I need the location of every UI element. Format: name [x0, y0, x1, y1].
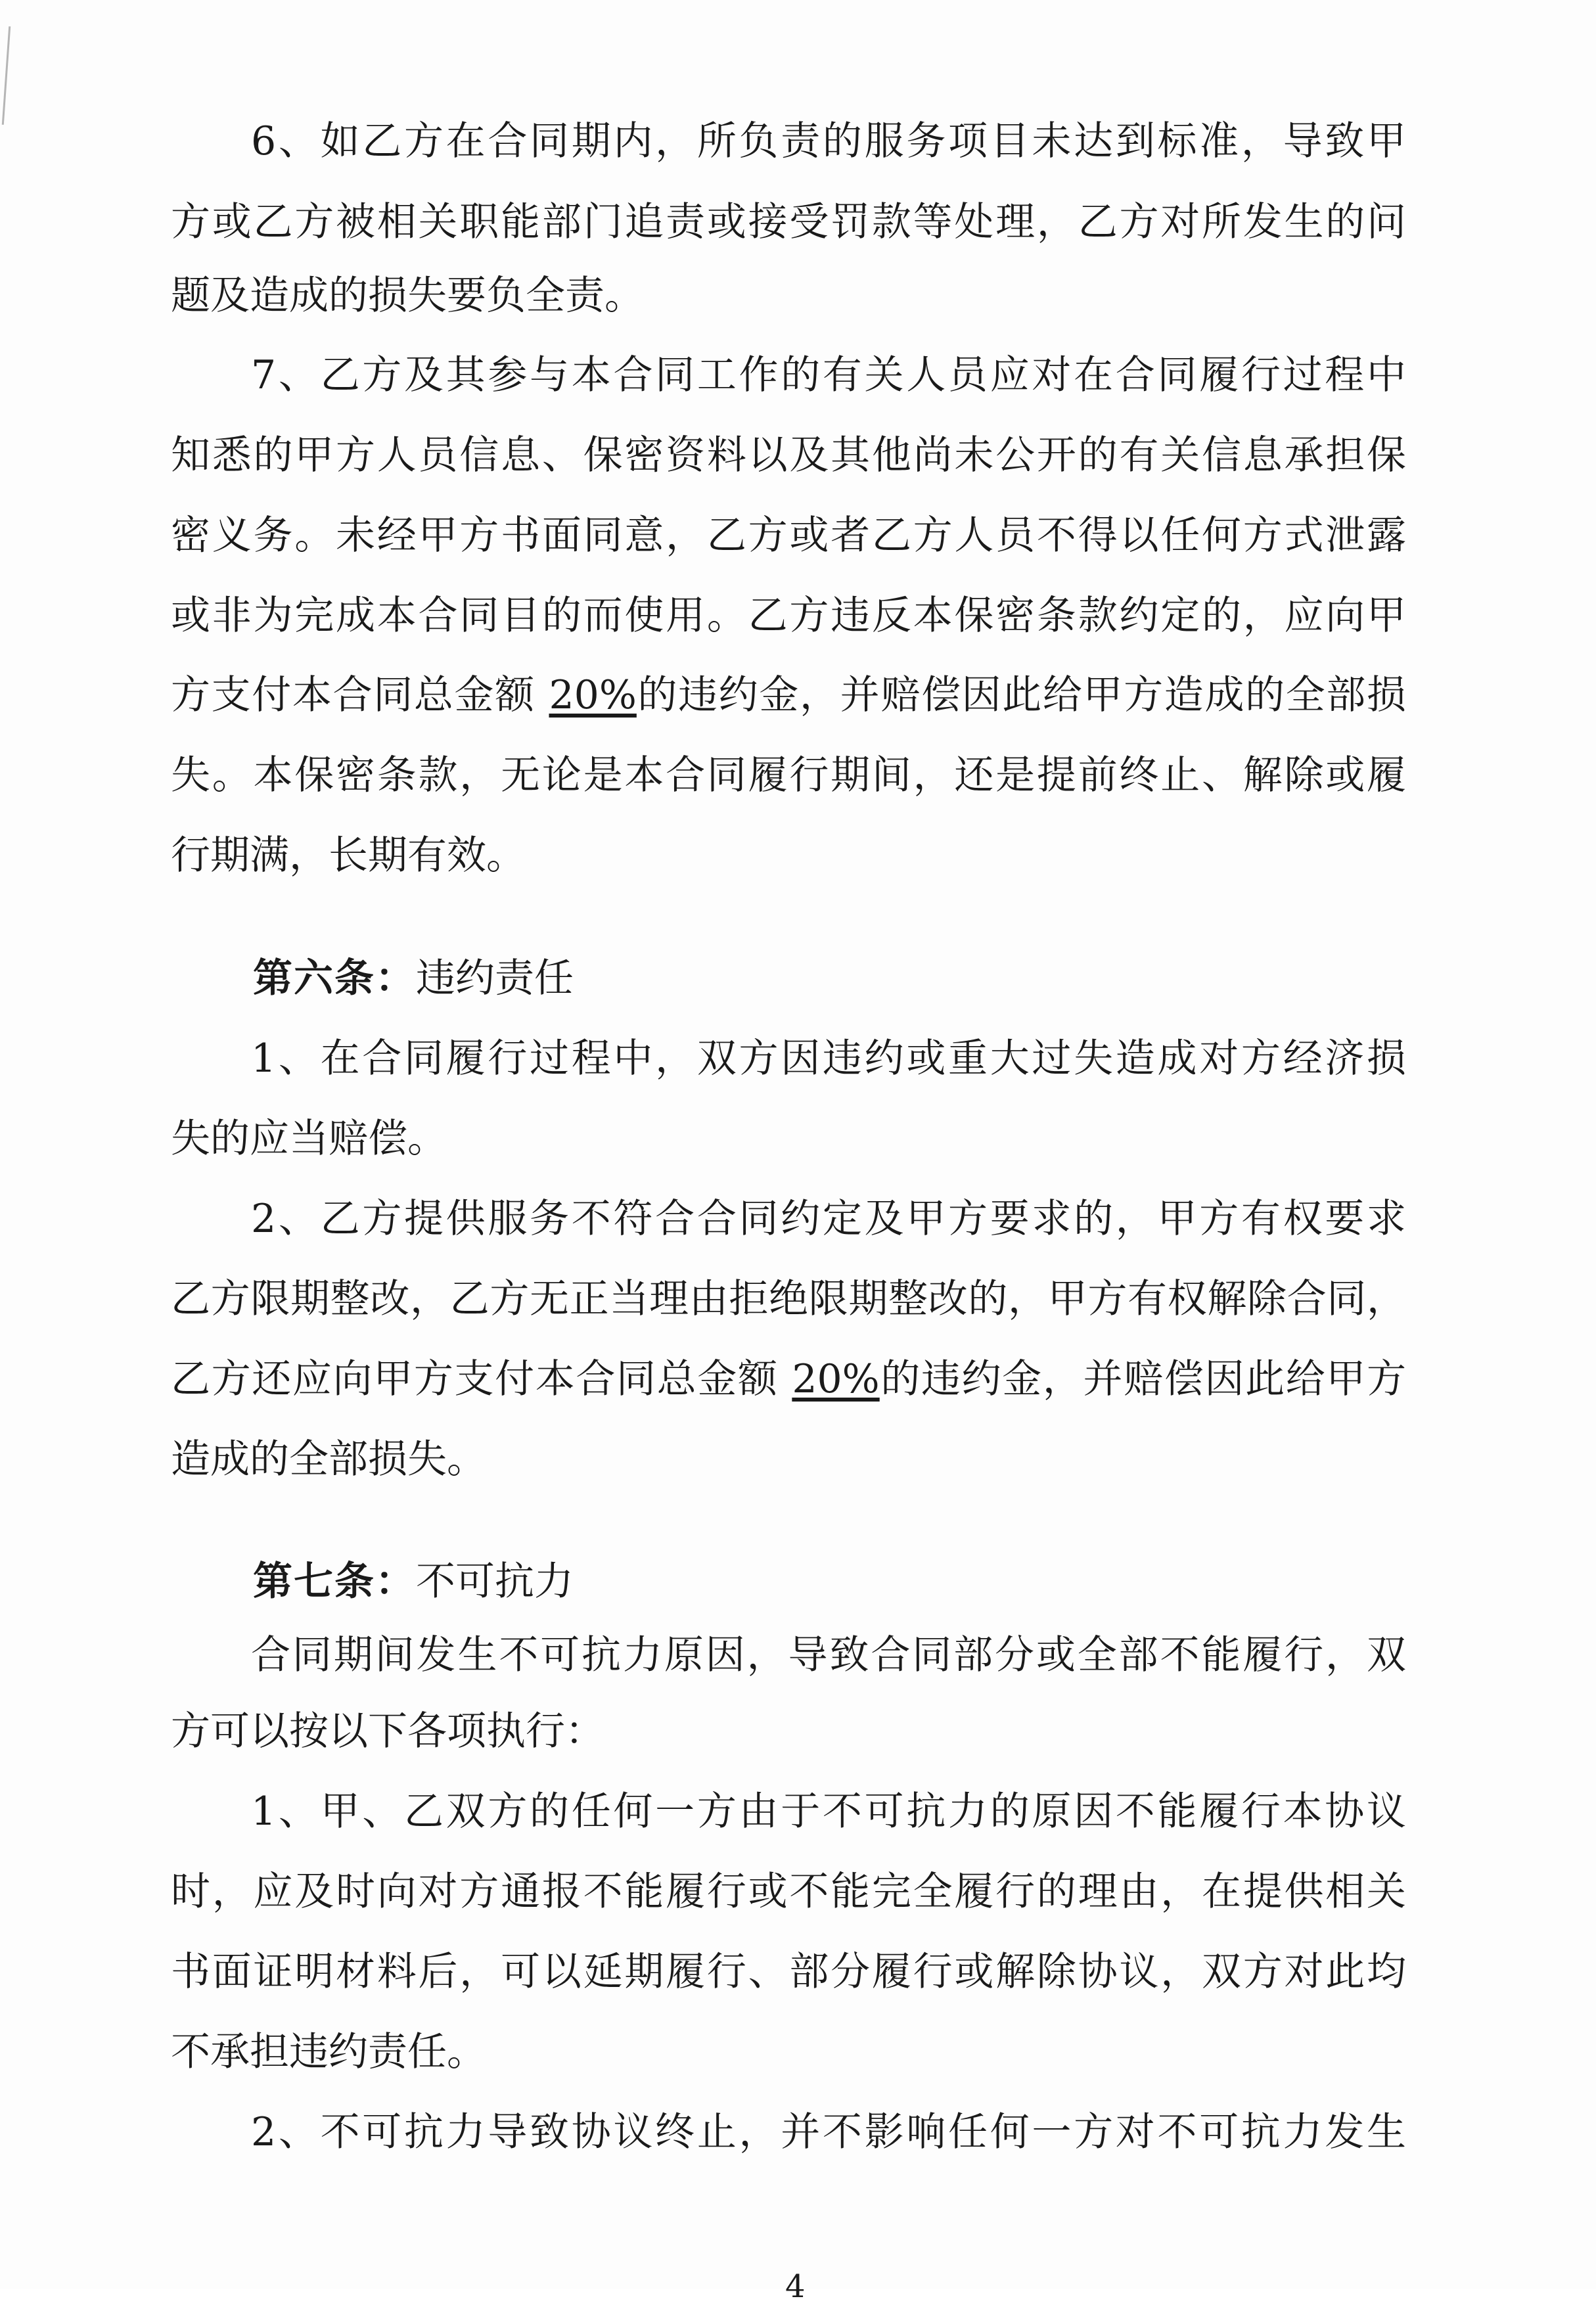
penalty-percentage: 20%: [792, 1356, 880, 1402]
clause5-item7-line-5-start: 方支付本合同总金额: [171, 672, 549, 718]
scan-edge-mark: [2, 26, 11, 125]
clause6-title: 违约责任: [416, 955, 574, 1001]
clause6-item2-line-3-end: 的违约金，并赔偿因此给甲方: [879, 1356, 1407, 1402]
clause6-item2-line-2: 乙方限期整改，乙方无正当理由拒绝限期整改的，甲方有权解除合同，: [171, 1276, 1406, 1322]
clause6-item1-line-1: 1、在合同履行过程中，双方因违约或重大过失造成对方经济损: [251, 1036, 1406, 1082]
clause7-heading: [253, 1559, 574, 1605]
clause5-item6-line-3: 题及造成的损失要负全责。: [171, 273, 644, 319]
clause5-item6-line-2: 方或乙方被相关职能部门追责或接受罚款等处理，乙方对所发生的问: [171, 199, 1406, 245]
clause5-item7-line-6: 失。本保密条款，无论是本合同履行期间，还是提前终止、解除或履: [171, 752, 1406, 798]
clause5-item7-line-7: 行期满，长期有效。: [171, 833, 526, 879]
clause7-title: 不可抗力: [416, 1559, 574, 1605]
clause5-item7-line-1: 7、乙方及其参与本合同工作的有关人员应对在合同履行过程中: [251, 352, 1406, 398]
clause7-intro-line-1: 合同期间发生不可抗力原因，导致合同部分或全部不能履行，双: [251, 1632, 1406, 1678]
clause6-item2-line-1: 2、乙方提供服务不符合合同约定及甲方要求的，甲方有权要求: [251, 1196, 1406, 1242]
clause6-item2-line-3-start: 乙方还应向甲方支付本合同总金额: [171, 1356, 792, 1402]
clause6-item2-line-4: 造成的全部损失。: [171, 1436, 486, 1482]
clause7-item1-line-3: 书面证明材料后，可以延期履行、部分履行或解除协议，双方对此均: [171, 1949, 1406, 1995]
clause5-item7-line-3: 密义务。未经甲方书面同意，乙方或者乙方人员不得以任何方式泄露: [171, 513, 1406, 559]
clause7-item1-line-1: 1、甲、乙双方的任何一方由于不可抗力的原因不能履行本协议: [251, 1789, 1406, 1835]
clause7-item1-line-2: 时，应及时向对方通报不能履行或不能完全履行的理由，在提供相关: [171, 1869, 1406, 1915]
page-number: 4: [785, 2268, 806, 2305]
clause6-item2-line-3: [171, 1356, 1406, 1402]
clause5-item6-line-1: 6、如乙方在合同期内，所负责的服务项目未达到标准，导致甲: [251, 118, 1406, 164]
clause7-item1-line-4: 不承担违约责任。: [171, 2029, 486, 2075]
clause5-item7-line-2: 知悉的甲方人员信息、保密资料以及其他尚未公开的有关信息承担保: [171, 432, 1406, 478]
penalty-percentage: 20%: [549, 672, 637, 718]
clause5-item7-line-5: [171, 672, 1406, 718]
clause7-label: 第七条：: [253, 1559, 416, 1605]
clause7-intro-line-2: 方可以按以下各项执行：: [171, 1708, 604, 1754]
clause5-item7-line-4: 或非为完成本合同目的而使用。乙方违反本保密条款约定的，应向甲: [171, 593, 1406, 639]
clause7-item2-line-1: 2、不可抗力导致协议终止，并不影响任何一方对不可抗力发生: [251, 2109, 1406, 2155]
clause6-heading: [253, 955, 574, 1001]
clause5-item7-line-5-end: 的违约金，并赔偿因此给甲方造成的全部损: [636, 672, 1407, 718]
clause6-label: 第六条：: [253, 955, 416, 1001]
clause6-item1-line-2: 失的应当赔偿。: [171, 1116, 447, 1162]
